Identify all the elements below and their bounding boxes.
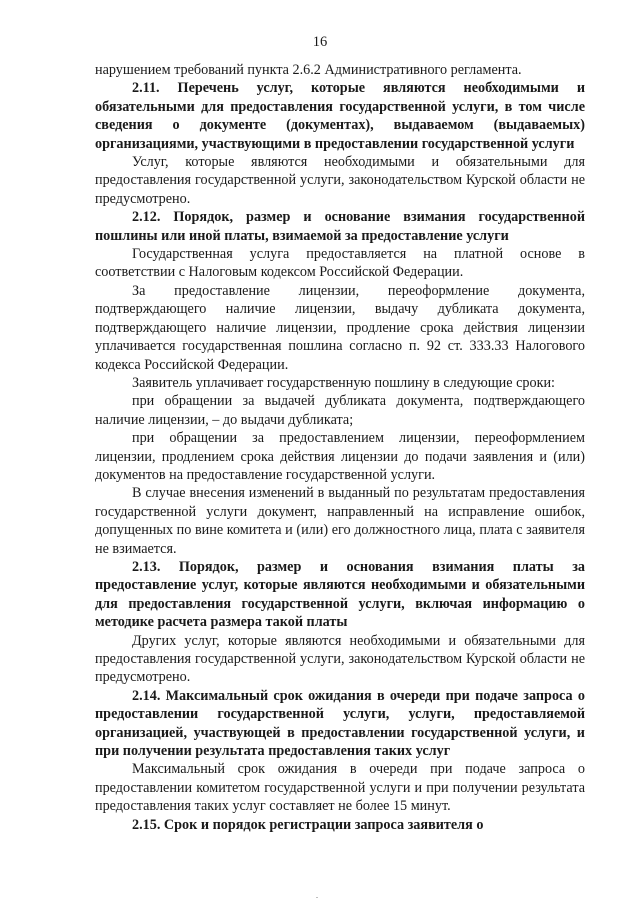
section-heading-2-11: 2.11. Перечень услуг, которые являются необходимыми и обязательными для предоставления государственной услуги, в том числе сведения о документе (документах), выдаваемом (выдаваемых) организациями, участвующими в предоставлении государственной услуги xyxy=(95,80,585,152)
paragraph: Услуг, которые являются необходимыми и обязательными для предоставления государственной услуги, законодательством Курской области не предусмотрено. xyxy=(95,154,585,207)
section-heading-2-14: 2.14. Максимальный срок ожидания в очереди при подаче запроса о предоставлении государственной услуги, услуги, предоставляемой организацией, участвующей в предоставлении государственной услуги, и при получении результата предоставления таких услуг xyxy=(95,687,585,760)
paragraph: В случае внесения изменений в выданный по результатам предоставления государственной услуги документ, направленный на исправление ошибок, допущенных по вине комитета и (или) его должностного лица, плата с заявителя не взимается. xyxy=(95,485,585,557)
paragraph: Государственная услуга предоставляется на платной основе в соответствии с Налоговым кодексом Российской Федерации. xyxy=(95,246,585,281)
paragraph: при обращении за выдачей дубликата документа, подтверждающего наличие лицензии, – до выдачи дубликата; xyxy=(95,393,585,428)
scan-mark: . xyxy=(316,891,318,900)
paragraph: За предоставление лицензии, переоформление документа, подтверждающего наличие лицензии, выдачу дубликата документа, подтверждающего наличие лицензии, продление срока действия лицензии уплачивается государственная пошлина согласно п. 92 ст. 333.33 Налогового кодекса Российской Федерации. xyxy=(95,282,585,373)
section-heading-2-13: 2.13. Порядок, размер и основания взимания платы за предоставление услуг, которые являются необходимыми и обязательными для предоставления государственной услуги, включая информацию о методике расчета размера такой платы xyxy=(95,558,585,631)
paragraph: Других услуг, которые являются необходимыми и обязательными для предоставления государственной услуги, законодательством Курской области не предусмотрено. xyxy=(95,632,585,686)
section-heading-2-15: 2.15. Срок и порядок регистрации запроса заявителя о xyxy=(132,816,484,833)
document-body xyxy=(95,61,585,834)
paragraph: Заявитель уплачивает государственную пошлину в следующие сроки: xyxy=(132,374,555,391)
paragraph: Максимальный срок ожидания в очереди при подаче запроса о предоставлении комитетом государственной услуги и при получении результата предоставления таких услуг составляет не более 15 минут. xyxy=(95,761,585,815)
paragraph: при обращении за предоставлением лицензии, переоформлением лицензии, продлением срока действия лицензии до подачи заявления и (или) документов на предоставление государственной услуги. xyxy=(95,430,585,483)
page-number: 16 xyxy=(312,34,328,50)
section-heading-2-12: 2.12. Порядок, размер и основание взимания государственной пошлины или иной платы, взимаемой за предоставление услуги xyxy=(95,209,585,244)
paragraph-continuation: нарушением требований пункта 2.6.2 Административного регламента. xyxy=(95,62,522,78)
